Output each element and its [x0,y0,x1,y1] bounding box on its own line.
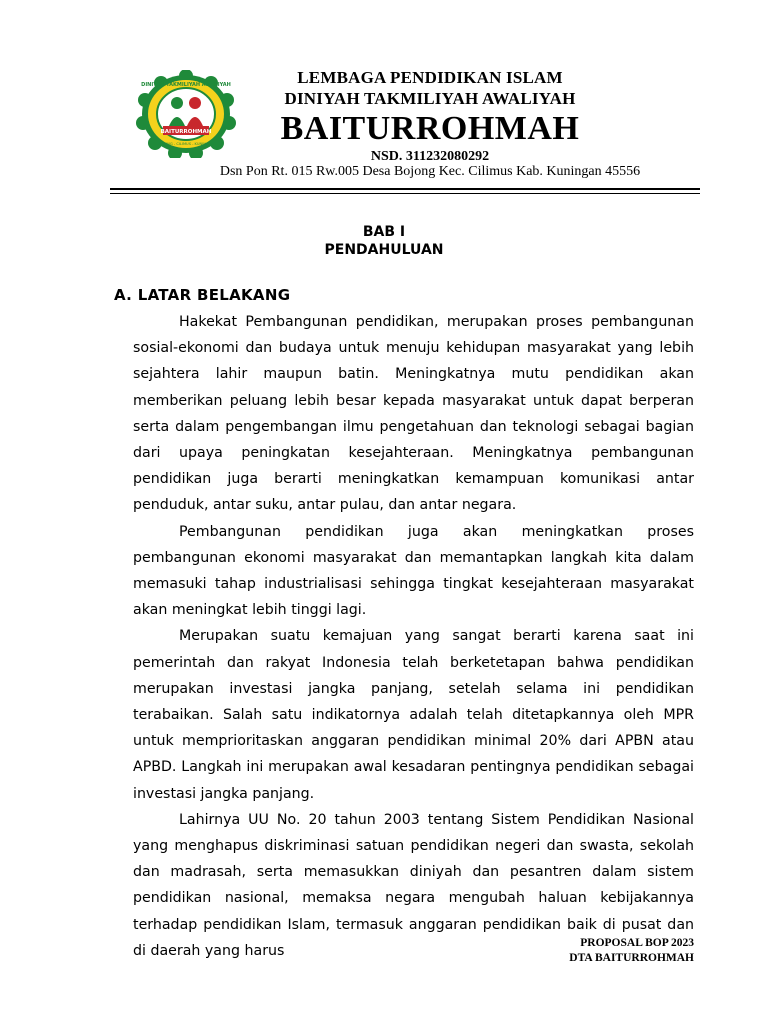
letterhead-line1: LEMBAGA PENDIDIKAN ISLAM [297,68,563,87]
nsd-number: NSD. 311232080292 [370,149,490,164]
section-heading: A. LATAR BELAKANG [114,286,291,304]
footer-line2: DTA BAITURROHMAH [569,952,694,964]
paragraph: Hakekat Pembangunan pendidikan, merupakan proses pembangunan sosial-ekonomi dan budaya untuk menuju kehidupan masyarakat yang lebih sejahtera lahir maupun batin. Meningkatnya mutu pendidikan akan memberikan peluang lebih besar kepada masyarakat untuk dapat berperan serta dalam pengembangan ilmu pengetahuan dan teknologi sebagai bagian dari upaya peningkatan kesejahteraan. Meningkatnya pembangunan pendidikan juga berarti meningkatkan kemampuan komunikasi antar penduduk, antar suku, antar pulau, dan antar negara. [133,314,694,514]
letterhead-rule-thick [110,188,700,190]
logo-ring-text: DINIYAH TAKMILIYAH AWALIYAH [141,82,231,88]
chapter-number: BAB I [362,224,406,240]
body-text [133,309,694,964]
paragraph: Pembangunan pendidikan juga akan meningkatkan proses pembangunan ekonomi masyarakat dan memantapkan langkah kita dalam memasuki tahap industrialisasi sehingga tingkat kesejahteraan masyarakat akan meningkat lebih tinggi lagi. [133,523,694,619]
paragraph: Lahirnya UU No. 20 tahun 2003 tentang Sistem Pendidikan Nasional yang menghapus diskriminasi satuan pendidikan negeri dan swasta, sekolah dan madrasah, serta memasukkan diniyah dan pesantren dalam sistem pendidikan nasional, memaksa negara mengubah haluan kebijakannya terhadap pendidikan Islam, termasuk anggaran pendidikan baik di pusat dan di daerah yang harus [133,811,694,959]
institution-address: Dsn Pon Rt. 015 Rw.005 Desa Bojong Kec. Cilimus Kab. Kuningan 45556 [219,164,641,179]
logo-banner-text: BAITURROHMAH [160,129,212,135]
letterhead-rule-thin [110,193,700,194]
paragraph: Merupakan suatu kemajuan yang sangat berarti karena saat ini pemerintah dan rakyat Indonesia telah berketetapan bahwa pendidikan merupakan investasi jangka panjang, setelah selama ini pendidikan terabaikan. Salah satu indikatornya adalah telah ditetapkannya oleh MPR untuk memprioritaskan anggaran pendidikan minimal 20% dari APBN atau APBD. Langkah ini merupakan awal kesadaran pentingnya pendidikan sebagai investasi jangka panjang. [133,628,694,802]
footer-line1: PROPOSAL BOP 2023 [580,937,694,949]
logo-bottom-text: BOJONG - CILIMUS - KUNINGAN [158,142,214,146]
institution-name: BAITURROHMAH [280,110,580,147]
page-footer [569,936,694,966]
chapter-title: PENDAHULUAN [324,242,444,258]
letterhead-line2: DINIYAH TAKMILIYAH AWALIYAH [284,89,576,108]
